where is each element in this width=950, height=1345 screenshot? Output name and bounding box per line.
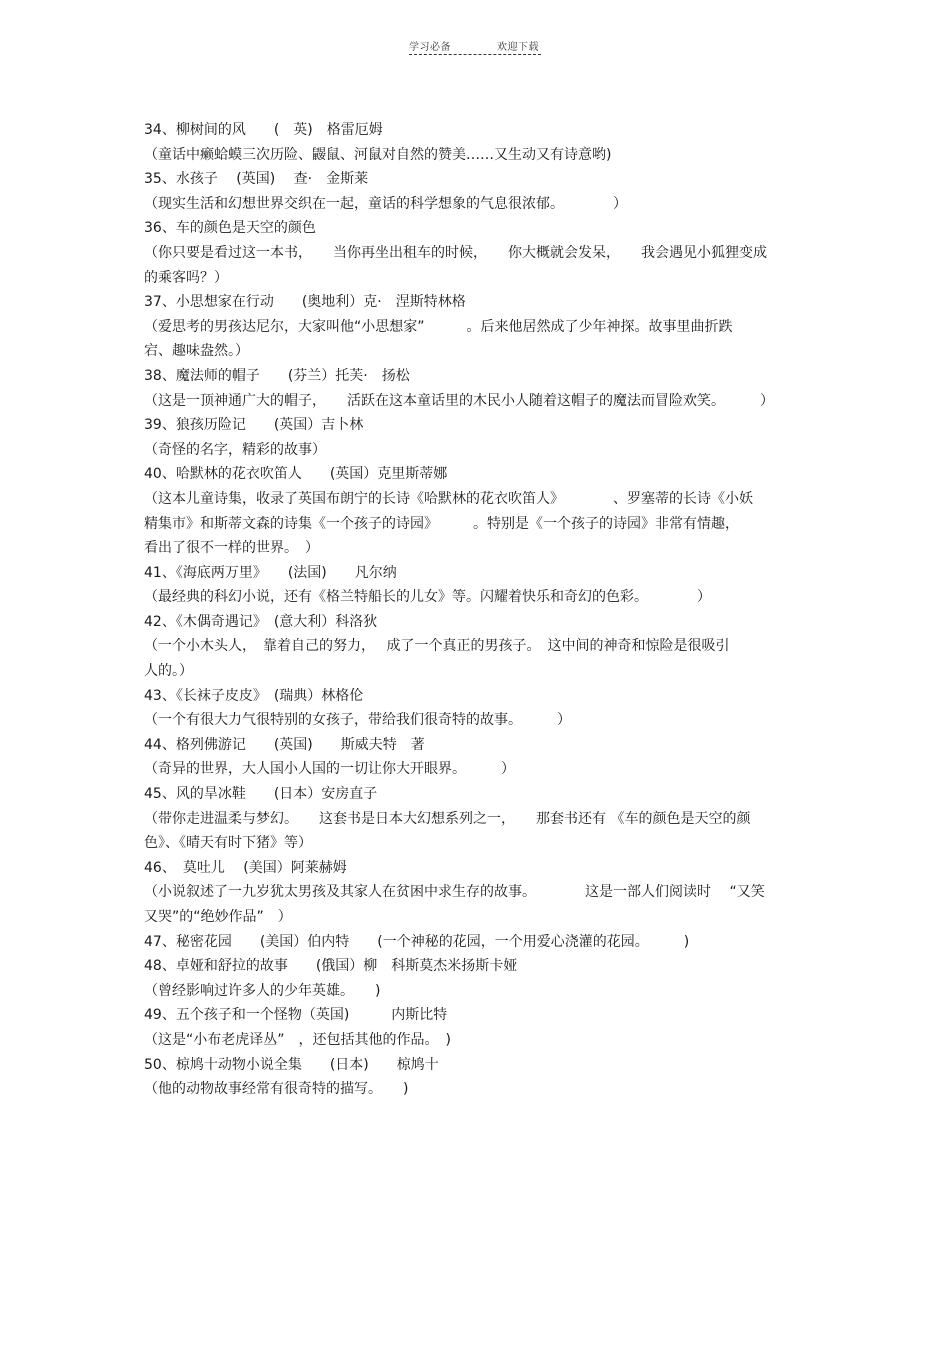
text-line: 34、柳树间的风 ( 英) 格雷厄姆 [144,122,383,138]
text-line: 的乘客吗？） [144,269,228,286]
text-line: （你只要是看过这一本书， 当你再坐出租车的时候， 你大概就会发呆， 我会遇见小狐狸变成 [144,244,767,261]
text-line: 精集市》和斯蒂文森的诗集《一个孩子的诗园》 。特别是《一个孩子的诗园》非常有情趣， [144,515,739,532]
text-line: 48、卓娅和舒拉的故事 (俄国）柳 科斯莫杰米扬斯卡娅 [144,958,518,975]
text-line: （奇异的世界，大人国小人国的一切让你大开眼界。 ） [144,761,515,778]
text-line: 42、《木偶奇遇记》 (意大利）科洛狄 [144,613,378,630]
text-line: 47、秘密花园 (美国）伯内特 (一个神秘的花园，一个用爱心浇灌的花园。 ) [144,933,690,950]
text-line: 39、狼孩历险记 (英国）吉卜林 [144,417,364,434]
book-list [144,118,814,1102]
text-line: 36、车的颜色是天空的颜色 [144,220,316,237]
text-line: （带你走进温柔与梦幻。 这套书是日本大幻想系列之一， 那套书还有 《车的颜色是天空的颜 [144,810,751,827]
text-line: （这是一顶神通广大的帽子， 活跃在这本童话里的木民小人随着这帽子的魔法而冒险欢笑。 ） [144,392,774,409]
text-line: 35、水孩子 (英国) 查· 金斯莱 [144,171,369,188]
text-line: 人的。） [144,663,193,680]
text-line: （这是“小布老虎译丛” ，还包括其他的作品。 ) [144,1031,451,1048]
text-line: 46、 莫吐儿 (美国）阿莱赫姆 [144,859,347,876]
text-line: （他的动物故事经常有很奇特的描写。 ) [144,1081,409,1098]
text-line: 又哭”的“绝妙作品” ） [144,909,292,925]
text-line: （爱思考的男孩达尼尔，大家叫他“小思想家” 。后来他居然成了少年神探。故事里曲折跌 [144,318,733,335]
header-right-text: 欢迎下载 [497,42,539,53]
text-line: （小说叙述了一九岁犹太男孩及其家人在贫困中求生存的故事。 这是一部人们阅读时 “又笑 [144,884,765,901]
text-line: 宕、趣味盎然。） [144,343,249,360]
text-line: 50、椋鸠十动物小说全集 (日本) 椋鸠十 [144,1056,439,1073]
text-line: 41、《海底两万里》 (法国) 凡尔纳 [144,564,397,581]
text-line: （奇怪的名字，精彩的故事） [144,441,326,458]
text-line: （曾经影响过许多人的少年英雄。 ) [144,982,381,999]
text-line: 37、小思想家在行动 (奥地利）克· 涅斯特林格 [144,294,466,311]
text-line: （童话中癞蛤蟆三次历险、鼹鼠、河鼠对自然的赞美……又生动又有诗意哟) [144,146,612,163]
text-line: 38、魔法师的帽子 (芬兰）托芙· 扬松 [144,367,410,384]
text-line: （现实生活和幻想世界交织在一起，童话的科学想象的气息很浓郁。 ） [144,195,627,212]
text-line: （这本儿童诗集，收录了英国布朗宁的长诗《哈默林的花衣吹笛人》 、罗塞蒂的长诗《小妖 [144,490,753,507]
text-line: （一个有很大力气很特别的女孩子，带给我们很奇特的故事。 ） [144,712,571,729]
text-line: 色》、《晴天有时下猪》等） [144,835,312,852]
text-line: 49、五个孩子和一个怪物（英国) 内斯比特 [144,1007,448,1024]
text-line: 40、哈默林的花衣吹笛人 (英国）克里斯蒂娜 [144,466,448,483]
header-left-text: 学习必备 [409,42,451,53]
text-line: 44、格列佛游记 (英国) 斯威夫特 著 [144,736,425,753]
text-line: 43、《长袜子皮皮》 (瑞典）林格伦 [144,687,364,704]
text-line: （一个小木头人， 靠着自己的努力， 成了一个真正的男孩子。 这中间的神奇和惊险是很吸引 [144,638,730,655]
text-line: 看出了很不一样的世界。 ） [144,540,319,557]
text-line: 45、风的旱冰鞋 (日本）安房直子 [144,786,378,803]
text-line: （最经典的科幻小说，还有《格兰特船长的儿女》等。闪耀着快乐和奇幻的色彩。 ） [144,589,711,606]
header-dashed-rule [409,54,541,55]
